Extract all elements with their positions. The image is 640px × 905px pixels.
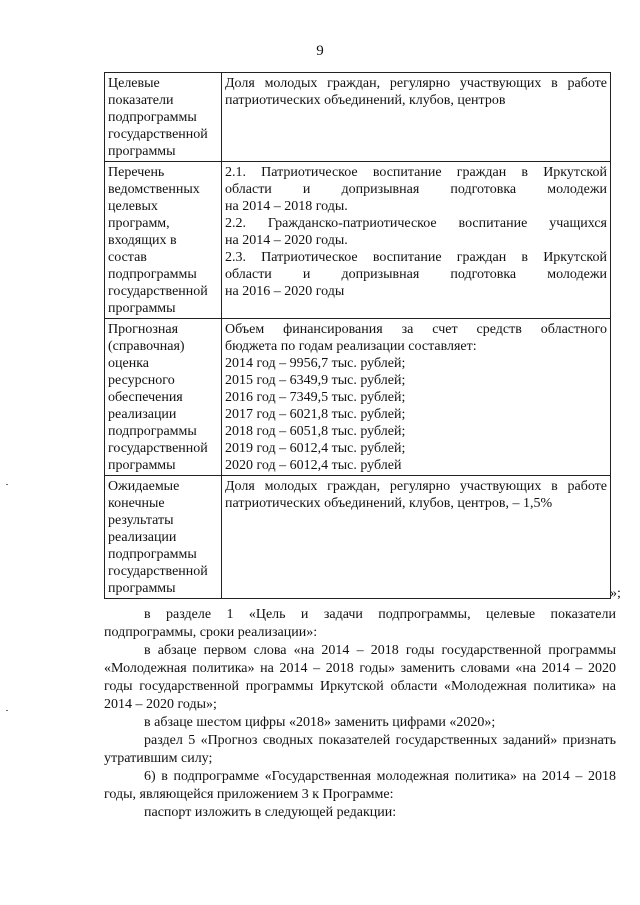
value-line: 2014 год – 9956,7 тыс. рублей;	[225, 356, 406, 371]
value-line: области и допризывная подготовка молодежи	[225, 267, 607, 282]
label-line: реализации	[108, 407, 177, 422]
table-row	[105, 73, 611, 162]
label-line: конечные	[108, 496, 165, 511]
label-line: Прогнозная	[108, 322, 179, 337]
paragraph: 6) в подпрограмме «Государственная молодежная политика» на 2014 – 2018 годы, являющейся приложением 3 к Программе:	[104, 769, 616, 802]
value-line: Доля молодых граждан, регулярно участвующих в работе	[225, 76, 607, 91]
label-line: состав	[108, 250, 147, 265]
value-line: патриотических объединений, клубов, центров	[225, 93, 506, 108]
value-line: 2019 год – 6012,4 тыс. рублей;	[225, 441, 406, 456]
value-line: 2015 год – 6349,9 тыс. рублей;	[225, 373, 406, 388]
label-line: Ожидаемые	[108, 479, 180, 494]
label-line: государственной	[108, 127, 208, 142]
page-number: 9	[316, 43, 324, 59]
table-row	[105, 162, 611, 319]
scan-margin-mark	[6, 710, 8, 711]
paragraph: в разделе 1 «Цель и задачи подпрограммы, целевые показатели подпрограммы, сроки реализации»:	[104, 607, 616, 640]
paragraph: в абзаце первом слова «на 2014 – 2018 годы государственной программы «Молодежная политика» на 2014 – 2018 годы» заменить словами «на 2014 – 2020 годы государственной программы Иркутской области «Молодежная политика» на 2014 – 2020 годы»;	[104, 643, 616, 712]
value-line: 2.1. Патриотическое воспитание граждан в Иркутской	[225, 165, 607, 180]
paragraph: в абзаце шестом цифры «2018» заменить цифрами «2020»;	[144, 715, 496, 730]
value-line: патриотических объединений, клубов, центров, – 1,5%	[225, 496, 553, 511]
value-line: Доля молодых граждан, регулярно участвующих в работе	[225, 479, 607, 494]
label-line: государственной	[108, 284, 208, 299]
label-line: обеспечения	[108, 390, 183, 405]
value-line: на 2016 – 2020 годы	[225, 284, 345, 299]
label-line: подпрограммы	[108, 424, 197, 439]
label-line: программы	[108, 458, 176, 473]
label-line: результаты	[108, 513, 174, 528]
paragraph: паспорт изложить в следующей редакции:	[144, 805, 397, 820]
amendment-text	[104, 606, 616, 822]
label-line: государственной	[108, 564, 208, 579]
row-value	[222, 476, 611, 599]
row-value	[222, 319, 611, 476]
label-line: целевых	[108, 199, 158, 214]
paragraph: раздел 5 «Прогноз сводных показателей государственных заданий» признать утратившим силу;	[104, 733, 616, 766]
value-line: на 2014 – 2020 годы.	[225, 233, 348, 248]
value-line: 2017 год – 6021,8 тыс. рублей;	[225, 407, 406, 422]
value-line: области и допризывная подготовка молодежи	[225, 182, 607, 197]
label-line: (справочная)	[108, 339, 185, 354]
row-label	[105, 476, 222, 599]
value-line: бюджета по годам реализации составляет:	[225, 339, 477, 354]
value-line: 2016 год – 7349,5 тыс. рублей;	[225, 390, 406, 405]
row-value	[222, 73, 611, 162]
value-line: Объем финансирования за счет средств областного	[225, 322, 607, 337]
label-line: оценка	[108, 356, 150, 371]
table-row	[105, 476, 611, 599]
table-closing-mark: »;	[610, 586, 621, 601]
table-row	[105, 319, 611, 476]
subprogram-passport-table	[104, 72, 611, 599]
label-line: Целевые	[108, 76, 160, 91]
scan-margin-mark	[6, 484, 8, 485]
label-line: ресурсного	[108, 373, 175, 388]
value-line: 2020 год – 6012,4 тыс. рублей	[225, 458, 402, 473]
row-label	[105, 73, 222, 162]
label-line: государственной	[108, 441, 208, 456]
label-line: входящих в	[108, 233, 177, 248]
label-line: подпрограммы	[108, 110, 197, 125]
row-label	[105, 319, 222, 476]
value-line: 2018 год – 6051,8 тыс. рублей;	[225, 424, 406, 439]
label-line: программ,	[108, 216, 170, 231]
label-line: показатели	[108, 93, 174, 108]
label-line: Перечень	[108, 165, 165, 180]
value-line: 2.3. Патриотическое воспитание граждан в Иркутской	[225, 250, 607, 265]
label-line: подпрограммы	[108, 547, 197, 562]
label-line: программы	[108, 581, 176, 596]
label-line: программы	[108, 144, 176, 159]
row-label	[105, 162, 222, 319]
label-line: программы	[108, 301, 176, 316]
label-line: подпрограммы	[108, 267, 197, 282]
value-line: на 2014 – 2018 годы.	[225, 199, 348, 214]
value-line: 2.2. Гражданско-патриотическое воспитание учащихся	[225, 216, 607, 231]
label-line: реализации	[108, 530, 177, 545]
row-value	[222, 162, 611, 319]
label-line: ведомственных	[108, 182, 200, 197]
